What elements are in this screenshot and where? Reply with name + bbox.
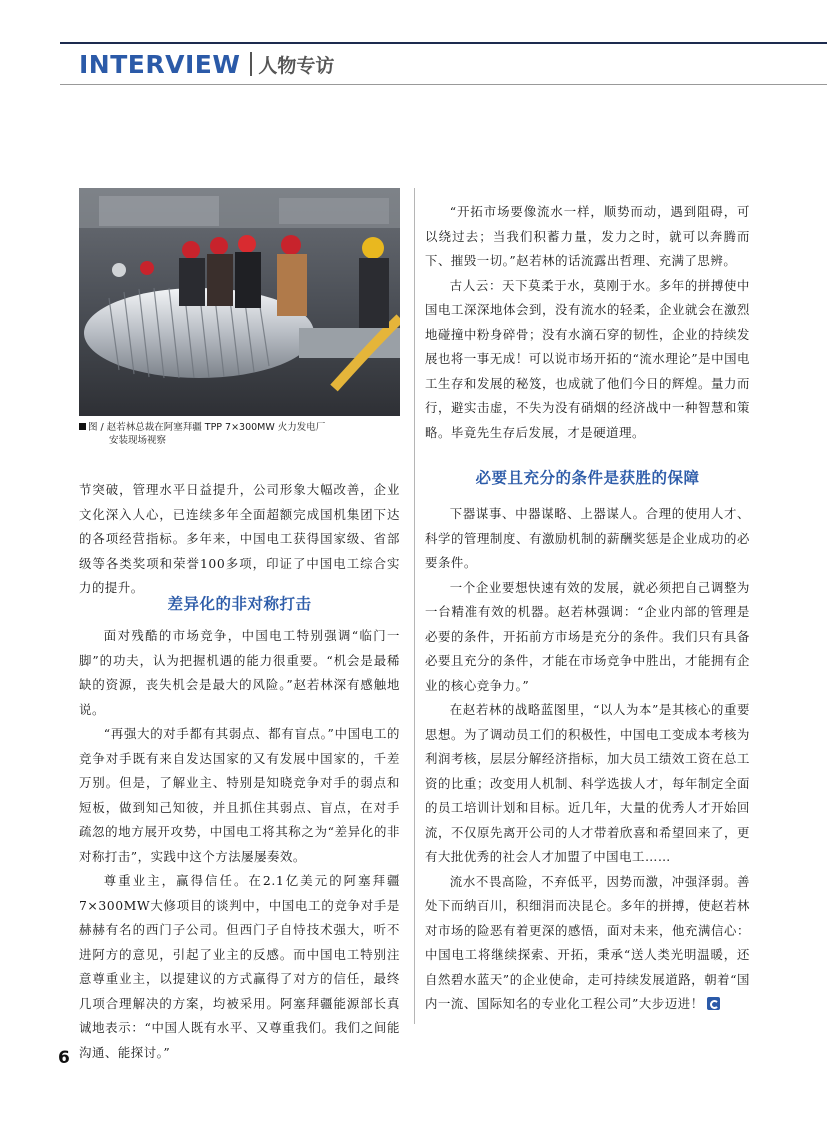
caption-line-2: 安装现场视察 xyxy=(109,435,167,446)
photo-illustration xyxy=(79,188,400,416)
header-brand: INTERVIEW xyxy=(79,49,241,79)
subheading-asymmetric: 差异化的非对称打击 xyxy=(167,595,312,613)
paragraph: “再强大的对手都有其弱点、都有盲点。”中国电工的竞争对手既有来自发达国家的又有发展中国家的，千差万别。但是，了解业主、特别是知晓竞争对手的弱点和短板，做到知己知彼，并且抓住其弱点、盲点，在对手疏忽的地方展开攻势，中国电工将其称之为“差异化的非对称打击”，实践中这个方法屡屡奏效。 xyxy=(79,726,400,864)
paragraph: “开拓市场要像流水一样，顺势而动，遇到阻碍，可以绕过去；当我们积蓄力量，发力之时，就可以奔腾而下、摧毁一切。”赵若林的话流露出哲理、充满了思辨。 xyxy=(425,204,750,268)
left-column-body xyxy=(79,624,400,1065)
paragraph: 古人云：天下莫柔于水，莫刚于水。多年的拼搏使中国电工深深地体会到，没有流水的轻柔，企业就会在激烈地碰撞中粉身碎骨；没有水滴石穿的韧性，企业的持续发展也将一事无成！可以说市场开拓的“流水理论”是中国电工生存和发展的秘笈，也成就了他们今日的辉煌。量力而行，避实击虚，不失为没有硝烟的经济战中一种智慧和策略。毕竟先生存后发展，才是硬道理。 xyxy=(425,277,750,440)
header-underline xyxy=(60,84,827,85)
right-column-top xyxy=(425,200,750,445)
column-divider xyxy=(414,188,415,1024)
photo-caption xyxy=(79,421,409,447)
header-separator xyxy=(250,52,252,76)
top-rule xyxy=(60,42,827,44)
paragraph: 下器谋事、中器谋略、上器谋人。合理的使用人才、科学的管理制度、有激励机制的薪酬奖惩是企业成功的必要条件。 xyxy=(425,506,750,570)
header-section: 人物专访 xyxy=(258,54,335,77)
site-inspection-photo xyxy=(79,188,400,416)
paragraph: 一个企业要想快速有效的发展，就必须把自己调整为一台精准有效的机器。赵若林强调：“企业内部的管理是必要的条件，开拓前方市场是充分的条件。我们只有具备必要且充分的条件，才能在市场竞争中胜出，才能拥有企业的核心竞争力。” xyxy=(425,579,750,693)
paragraph-text: 流水不畏高险，不弃低平，因势而激，冲强泽弱。善处下而纳百川，积细涓而决昆仑。多年的拼搏，使赵若林对市场的险恶有着更深的感悟，面对未来，他充满信心：中国电工将继续探索、开拓，秉承“送人类光明温暖，还自然碧水蓝天”的企业使命，走可持续发展道路，朝着“国内一流、国际知名的专业化工程公司”大步迈进！ xyxy=(425,873,750,1011)
paragraph: 面对残酷的市场竞争，中国电工特别强调“临门一脚”的功夫，认为把握机遇的能力很重要。“机会是最稀缺的资源，丧失机会是最大的风险。”赵若林深有感触地说。 xyxy=(79,628,400,717)
caption-line-1: 图 / 赵若林总裁在阿塞拜疆 TPP 7×300MW 火力发电厂 xyxy=(88,422,326,433)
c-logo-icon xyxy=(707,997,720,1010)
right-column-bottom xyxy=(425,502,750,1017)
final-paragraph xyxy=(425,870,750,1017)
paragraph: 节突破，管理水平日益提升，公司形象大幅改善，企业文化深入人心，已连续多年全面超额完成国机集团下达的各项经营指标。多年来，中国电工获得国家级、省部级等各类奖项和荣誉100多项，印证了中国电工综合实力的提升。 xyxy=(79,482,400,595)
paragraph: 在赵若林的战略蓝图里，“以人为本”是其核心的重要思想。为了调动员工们的积极性，中国电工变成本考核为利润考核，层层分解经济指标，加大员工绩效工资在总工资的比重；改变用人机制、科学选拔人才，每年制定全面的员工培训计划和目标。近几年，大量的优秀人才开始回流，不仅原先离开公司的人才带着欣喜和希望回来了，更有大批优秀的社会人才加盟了中国电工…… xyxy=(425,702,750,864)
paragraph: 尊重业主，赢得信任。在2.1亿美元的阿塞拜疆7×300MW大修项目的谈判中，中国电工的竞争对手是赫赫有名的西门子公司。但西门子自恃技术强大，听不进阿方的意见，引起了业主的反感。而中国电工特别注意尊重业主，以提建议的方式赢得了对方的信任，最终几项合理解决的方案，均被采用。阿塞拜疆能源部长真诚地表示：“中国人既有水平、又尊重我们。我们之间能沟通、能探讨。” xyxy=(79,873,400,1060)
caption-square-icon xyxy=(79,423,86,430)
subheading-conditions: 必要且充分的条件是获胜的保障 xyxy=(475,469,700,487)
page-header xyxy=(79,46,334,82)
left-column-continued xyxy=(79,478,400,601)
page-number: 6 xyxy=(58,1048,70,1068)
